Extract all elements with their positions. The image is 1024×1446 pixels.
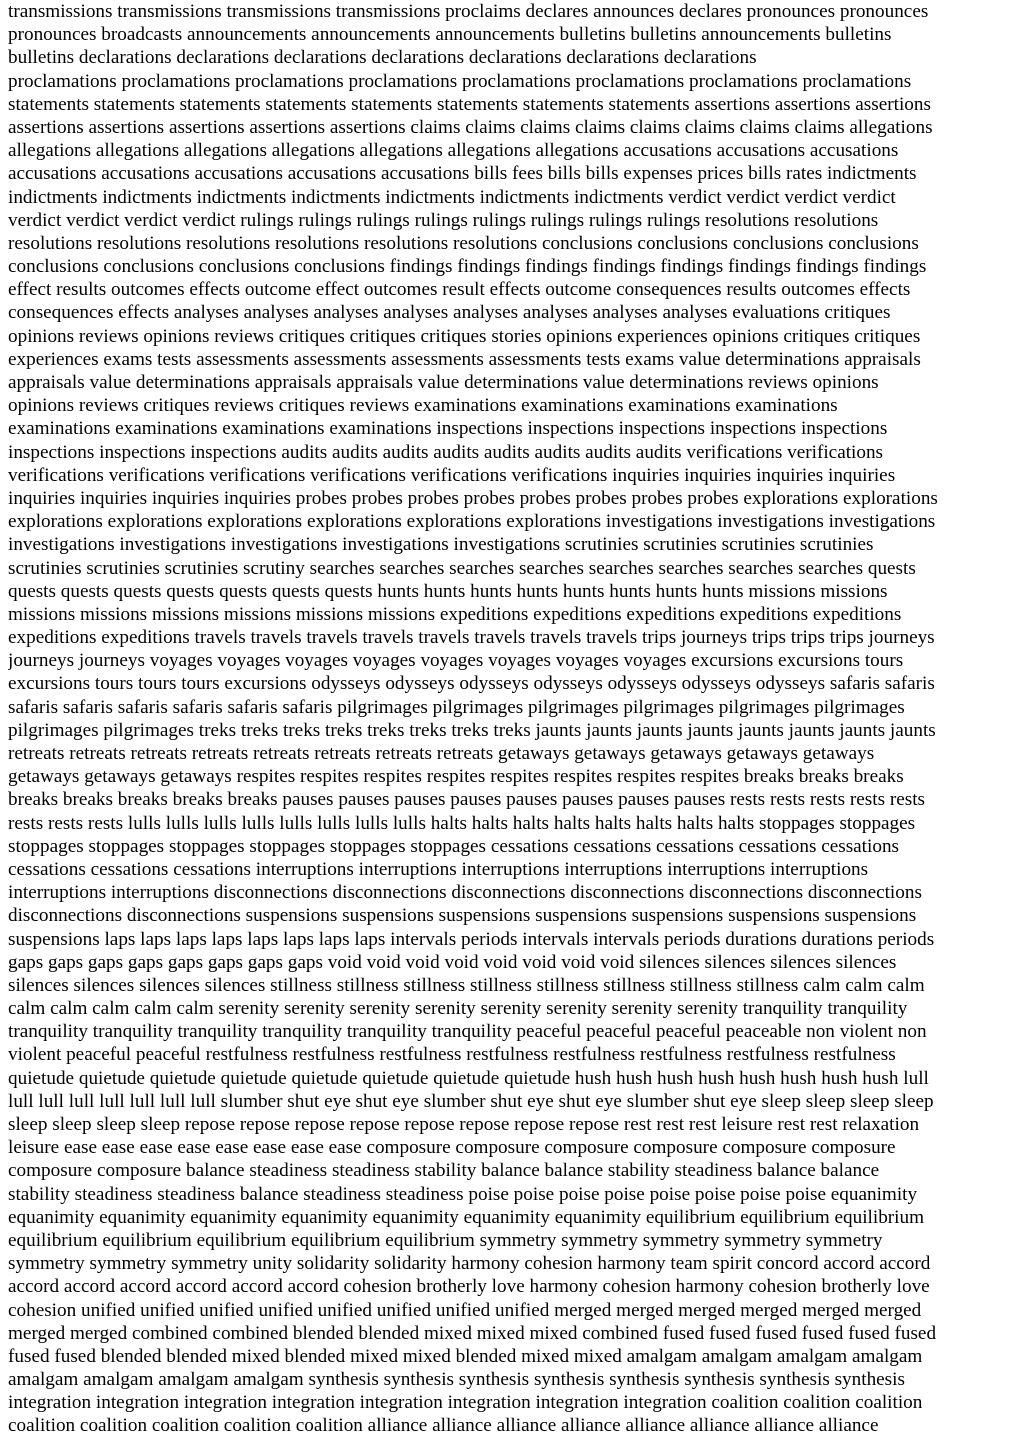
text-line: lull lull lull lull lull lull lull slumber shut eye shut eye slumber shut eye shut eye slumber shut eye sleep sleep sleep sleep xyxy=(8,1090,934,1112)
text-line: missions missions missions missions missions missions expeditions expeditions expeditions expeditions expeditions xyxy=(8,603,902,625)
text-line: investigations investigations investigations investigations investigations scrutinies scrutinies scrutinies scrutinies xyxy=(8,534,874,556)
text-line: opinions reviews opinions reviews critiques critiques critiques stories opinions experiences opinions critiques critiques xyxy=(8,325,921,347)
text-line: suspensions laps laps laps laps laps laps laps laps intervals periods intervals intervals periods durations durations periods xyxy=(8,928,935,950)
text-line: leisure ease ease ease ease ease ease ease ease composure composure composure composure composure composure xyxy=(8,1137,896,1159)
text-line: safaris safaris safaris safaris safaris safaris pilgrimages pilgrimages pilgrimages pilgrimages pilgrimages pilgrimages xyxy=(8,696,905,718)
text-line: accusations accusations accusations accusations accusations bills fees bills bills expenses prices bills rates indictments xyxy=(8,163,917,185)
text-line: journeys journeys voyages voyages voyages voyages voyages voyages voyages voyages excursions excursions tours xyxy=(8,650,904,672)
text-line: cessations cessations cessations interruptions interruptions interruptions interruptions interruptions interruptions xyxy=(8,858,869,880)
text-line: calm calm calm calm calm serenity serenity serenity serenity serenity serenity serenity serenity tranquility tranquility xyxy=(8,998,908,1020)
text-line: resolutions resolutions resolutions resolutions resolutions resolutions conclusions conclusions conclusions conclusions xyxy=(8,232,919,254)
text-line: amalgam amalgam amalgam amalgam synthesis synthesis synthesis synthesis synthesis synthesis synthesis synthesis xyxy=(8,1369,905,1391)
text-line: opinions reviews critiques reviews critiques reviews examinations examinations examinations examinations xyxy=(8,395,838,417)
text-line: verdict verdict verdict verdict rulings rulings rulings rulings rulings rulings rulings rulings resolutions resolutions xyxy=(8,209,879,231)
text-line: examinations examinations examinations examinations inspections inspections inspections inspections inspections xyxy=(8,418,888,440)
text-line: silences silences silences silences stillness stillness stillness stillness stillness stillness stillness stillness calm calm calm xyxy=(8,974,925,996)
text-line: appraisals value determinations appraisals appraisals value determinations value determinations reviews opinions xyxy=(8,372,879,393)
text-line: stoppages stoppages stoppages stoppages stoppages stoppages cessations cessations cessations cessations cessations xyxy=(8,835,900,857)
text-line: effect results outcomes effects outcome effect outcomes result effects outcome consequences results outcomes effects xyxy=(8,279,911,301)
text-line: merged merged combined combined blended blended mixed mixed mixed combined fused fused fused fused fused fused xyxy=(8,1322,937,1344)
text-line: scrutinies scrutinies scrutinies scrutiny searches searches searches searches searches searches searches searches quests xyxy=(8,557,916,579)
text-line: assertions assertions assertions assertions assertions claims claims claims claims claims claims claims claims allegations xyxy=(8,116,933,138)
text-line: explorations explorations explorations explorations explorations explorations investigations investigations investigations xyxy=(8,511,936,533)
text-line: integration integration integration integration integration integration integration integration coalition coalition coalition xyxy=(8,1392,923,1414)
text-line: coalition coalition coalition coalition coalition alliance alliance alliance alliance alliance alliance alliance alliance xyxy=(8,1415,879,1437)
text-line: inspections inspections inspections audits audits audits audits audits audits audits audits verifications verifications xyxy=(8,441,884,463)
text-line: symmetry symmetry symmetry unity solidarity solidarity harmony cohesion harmony team spirit concord accord accord xyxy=(8,1253,931,1275)
text-line: excursions tours tours tours excursions odysseys odysseys odysseys odysseys odysseys odysseys odysseys safaris safaris xyxy=(8,673,935,695)
text-line: accord accord accord accord accord accord cohesion brotherly love harmony cohesion harmony cohesion brotherly love xyxy=(8,1276,930,1298)
text-line: quietude quietude quietude quietude quietude quietude quietude quietude hush hush hush hush hush hush hush hush lull xyxy=(8,1067,929,1089)
text-line: retreats retreats retreats retreats retreats retreats retreats retreats getaways getaways getaways getaways getaways xyxy=(8,743,875,764)
text-line: quests quests quests quests quests quests quests hunts hunts hunts hunts hunts hunts hunts hunts missions missions xyxy=(8,580,888,602)
text-line: tranquility tranquility tranquility tranquility tranquility tranquility peaceful peaceful peaceful peaceable non violent non xyxy=(8,1021,927,1043)
text-line: breaks breaks breaks breaks breaks pauses pauses pauses pauses pauses pauses pauses pauses rests rests rests rests rests xyxy=(8,789,926,811)
text-line: composure composure balance steadiness steadiness stability balance balance stability steadiness balance balance xyxy=(8,1160,880,1182)
text-line: indictments indictments indictments indictments indictments indictments indictments verdict verdict verdict verdict xyxy=(8,186,896,208)
text-line: bulletins declarations declarations declarations declarations declarations declarations declarations xyxy=(8,47,757,69)
text-line: gaps gaps gaps gaps gaps gaps gaps gaps void void void void void void void void silences silences silences silences xyxy=(8,951,897,973)
text-line: cohesion unified unified unified unified unified unified unified unified merged merged merged merged merged merged xyxy=(8,1299,922,1321)
text-line: proclamations proclamations proclamations proclamations proclamations proclamations proclamations proclamations xyxy=(8,70,912,92)
text-line: pilgrimages pilgrimages treks treks treks treks treks treks treks treks jaunts jaunts jaunts jaunts jaunts jaunts jaunts jaunts xyxy=(8,719,936,741)
text-line: disconnections disconnections suspensions suspensions suspensions suspensions suspensions suspensions suspensions xyxy=(8,905,917,927)
text-line: rests rests rests lulls lulls lulls lulls lulls lulls lulls lulls halts halts halts halts halts halts halts halts stoppages stoppages xyxy=(8,812,916,834)
text-line: equanimity equanimity equanimity equanimity equanimity equanimity equanimity equilibrium equilibrium equilibrium xyxy=(8,1206,925,1228)
text-line: pronounces broadcasts announcements announcements announcements bulletins bulletins announcements bulletins xyxy=(8,24,892,46)
text-line: consequences effects analyses analyses analyses analyses analyses analyses analyses analyses evaluations critiques xyxy=(8,302,891,324)
text-line: stability steadiness steadiness balance steadiness steadiness poise poise poise poise poise poise poise poise equanimity xyxy=(8,1183,918,1205)
text-line: equilibrium equilibrium equilibrium equilibrium equilibrium symmetry symmetry symmetry symmetry symmetry xyxy=(8,1229,883,1251)
text-line: violent peaceful peaceful restfulness restfulness restfulness restfulness restfulness restfulness restfulness restfulness xyxy=(8,1044,896,1066)
text-line: conclusions conclusions conclusions conclusions findings findings findings findings findings findings findings findings xyxy=(8,256,927,278)
text-line: getaways getaways getaways respites respites respites respites respites respites respites respites breaks breaks breaks xyxy=(8,766,904,788)
text-line: statements statements statements statements statements statements statements statements assertions assertions assertions xyxy=(8,93,931,115)
text-line: fused fused blended blended mixed blended mixed mixed blended mixed mixed amalgam amalgam amalgam amalgam xyxy=(8,1345,923,1367)
text-line: experiences exams tests assessments assessments assessments assessments tests exams value determinations appraisals xyxy=(8,348,921,370)
text-line: inquiries inquiries inquiries inquiries probes probes probes probes probes probes probes probes explorations explorations xyxy=(8,487,938,509)
text-line: allegations allegations allegations allegations allegations allegations allegations accusations accusations accusations xyxy=(8,140,899,162)
text-line: sleep sleep sleep sleep repose repose repose repose repose repose repose repose rest rest rest leisure rest rest relaxation xyxy=(8,1114,920,1135)
text-line: verifications verifications verifications verifications verifications verifications inquiries inquiries inquiries inquiries xyxy=(8,464,896,486)
text-line: interruptions interruptions disconnections disconnections disconnections disconnections disconnections disconnections xyxy=(8,882,922,904)
text-line: transmissions transmissions transmissions transmissions proclaims declares announces declares pronounces pronounces xyxy=(8,1,929,22)
text-line: expeditions expeditions travels travels travels travels travels travels travels travels trips journeys trips trips trips journeys xyxy=(8,627,935,649)
